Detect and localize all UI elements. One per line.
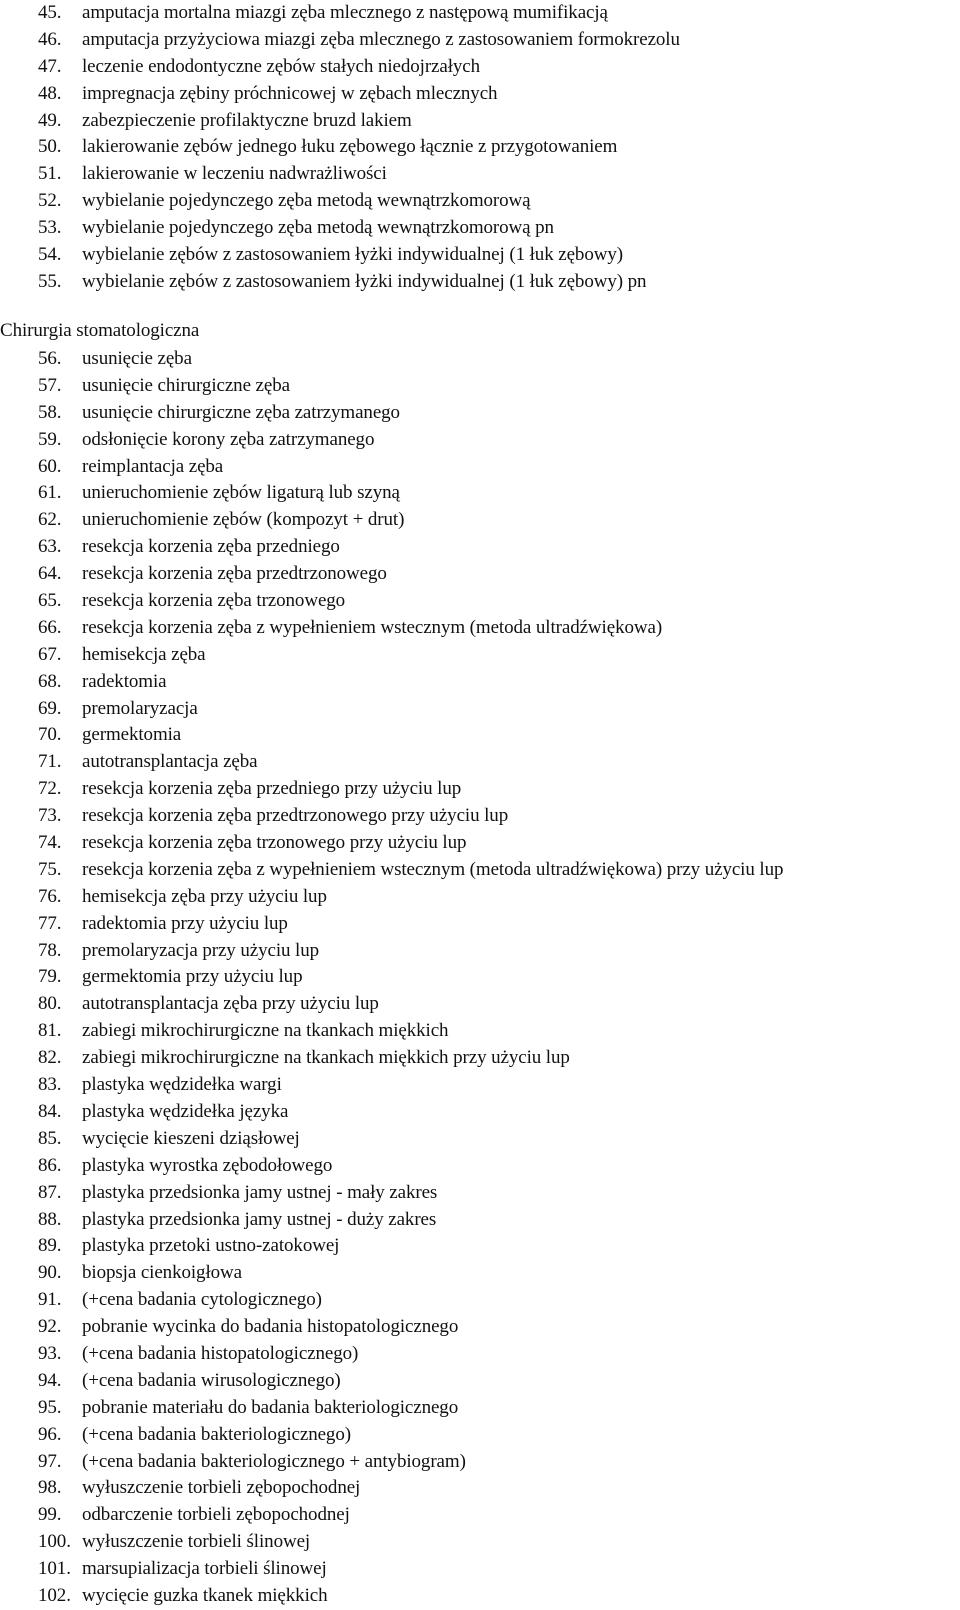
item-text: plastyka przetoki ustno-zatokowej: [82, 1235, 340, 1257]
list-item: [0, 161, 680, 188]
item-number: 60.: [38, 455, 62, 477]
item-text: pobranie wycinka do badania histopatologicznego: [82, 1316, 459, 1338]
item-number: 64.: [38, 563, 62, 585]
item-text: plastyka przedsionka jamy ustnej - mały zakres: [82, 1181, 438, 1203]
list-item: [0, 615, 783, 642]
list-item: [0, 884, 783, 911]
list-item: [0, 722, 783, 749]
list-item: [0, 507, 783, 534]
item-number: 94.: [38, 1369, 62, 1391]
item-number: 97.: [38, 1450, 62, 1472]
item-text: resekcja korzenia zęba przedtrzonowego: [82, 563, 387, 585]
item-number: 45.: [38, 2, 62, 23]
item-number: 100.: [38, 1531, 71, 1553]
list-item: [0, 400, 783, 427]
item-text: wycięcie kieszeni dziąsłowej: [82, 1127, 300, 1149]
item-text: usunięcie chirurgiczne zęba zatrzymanego: [82, 401, 400, 423]
list-item: [0, 134, 680, 161]
item-number: 59.: [38, 428, 62, 450]
item-text: resekcja korzenia zęba przedniego przy użyciu lup: [82, 778, 462, 800]
item-number: 61.: [38, 482, 62, 504]
list-item: [0, 1260, 783, 1287]
item-text: resekcja korzenia zęba trzonowego: [82, 590, 346, 612]
item-number: 73.: [38, 805, 62, 827]
item-text: marsupializacja torbieli ślinowej: [82, 1558, 327, 1580]
item-text: wybielanie pojedynczego zęba metodą wewnątrzkomorową pn: [82, 217, 554, 239]
item-number: 56.: [38, 348, 62, 369]
item-text: wybielanie pojedynczego zęba metodą wewnątrzkomorową: [82, 190, 531, 212]
item-text: autotransplantacja zęba przy użyciu lup: [82, 993, 379, 1015]
item-number: 102.: [38, 1584, 71, 1606]
item-number: 87.: [38, 1181, 62, 1203]
item-text: hemisekcja zęba przy użyciu lup: [82, 885, 327, 907]
item-number: 48.: [38, 82, 62, 104]
item-text: radektomia przy użyciu lup: [82, 912, 288, 934]
item-text: wybielanie zębów z zastosowaniem łyżki indywidualnej (1 łuk zębowy): [82, 244, 623, 266]
item-text: plastyka wędzidełka wargi: [82, 1074, 282, 1096]
procedure-list-top: [0, 0, 680, 296]
list-item: [0, 1153, 783, 1180]
list-item: [0, 1395, 783, 1422]
list-item: [0, 1018, 783, 1045]
item-text: plastyka przedsionka jamy ustnej - duży zakres: [82, 1208, 437, 1230]
item-number: 84.: [38, 1100, 62, 1122]
list-item: [0, 108, 680, 135]
item-text: lakierowanie zębów jednego łuku zębowego łącznie z przygotowaniem: [82, 136, 618, 158]
item-number: 75.: [38, 858, 62, 880]
list-item: [0, 1314, 783, 1341]
item-text: (+cena badania cytologicznego): [82, 1289, 322, 1311]
item-text: reimplantacja zęba: [82, 455, 224, 477]
item-text: resekcja korzenia zęba przedtrzonowego przy użyciu lup: [82, 805, 509, 827]
list-item: [0, 81, 680, 108]
item-text: resekcja korzenia zęba z wypełnieniem wstecznym (metoda ultradźwiękowa): [82, 616, 663, 638]
list-item: [0, 346, 783, 373]
item-number: 98.: [38, 1477, 62, 1499]
item-text: odsłonięcie korony zęba zatrzymanego: [82, 428, 375, 450]
item-number: 71.: [38, 751, 62, 773]
list-item: [0, 54, 680, 81]
item-text: autotransplantacja zęba: [82, 751, 258, 773]
list-item: [0, 1233, 783, 1260]
item-number: 91.: [38, 1289, 62, 1311]
item-text: radektomia: [82, 670, 167, 692]
list-item: [0, 642, 783, 669]
item-number: 99.: [38, 1504, 62, 1526]
list-item: [0, 1502, 783, 1529]
section-heading: Chirurgia stomatologiczna: [0, 320, 200, 341]
list-item: [0, 911, 783, 938]
item-number: 63.: [38, 536, 62, 558]
list-item: [0, 1180, 783, 1207]
list-item: [0, 830, 783, 857]
list-item: [0, 776, 783, 803]
list-item: [0, 749, 783, 776]
list-item: [0, 857, 783, 884]
list-item: [0, 1045, 783, 1072]
item-number: 62.: [38, 509, 62, 531]
item-text: zabiegi mikrochirurgiczne na tkankach miękkich przy użyciu lup: [82, 1047, 570, 1069]
item-number: 66.: [38, 616, 62, 638]
list-item: [0, 0, 680, 27]
item-text: odbarczenie torbieli zębopochodnej: [82, 1504, 350, 1526]
item-text: germektomia: [82, 724, 182, 746]
item-number: 58.: [38, 401, 62, 423]
item-number: 50.: [38, 136, 62, 158]
item-text: resekcja korzenia zęba z wypełnieniem wstecznym (metoda ultradźwiękowa) przy użyciu lup: [82, 858, 784, 880]
item-number: 95.: [38, 1396, 62, 1418]
item-text: hemisekcja zęba: [82, 643, 206, 665]
list-item: [0, 534, 783, 561]
list-item: [0, 1529, 783, 1556]
item-text: plastyka wyrostka zębodołowego: [82, 1154, 333, 1176]
item-number: 92.: [38, 1316, 62, 1338]
list-item: [0, 964, 783, 991]
item-text: leczenie endodontyczne zębów stałych niedojrzałych: [82, 55, 481, 77]
list-item: [0, 1368, 783, 1395]
item-text: premolaryzacja przy użyciu lup: [82, 939, 320, 961]
list-item: [0, 1126, 783, 1153]
item-number: 52.: [38, 190, 62, 212]
item-number: 68.: [38, 670, 62, 692]
item-text: resekcja korzenia zęba trzonowego przy użyciu lup: [82, 832, 467, 854]
list-item: [0, 454, 783, 481]
item-text: wycięcie guzka tkanek miękkich: [82, 1584, 328, 1606]
procedure-list-surgery: [0, 346, 783, 1610]
item-number: 67.: [38, 643, 62, 665]
item-text: unieruchomienie zębów ligaturą lub szyną: [82, 482, 400, 504]
item-number: 85.: [38, 1127, 62, 1149]
list-item: [0, 1449, 783, 1476]
item-number: 74.: [38, 832, 62, 854]
list-item: [0, 803, 783, 830]
list-item: [0, 1287, 783, 1314]
item-text: wyłuszczenie torbieli zębopochodnej: [82, 1477, 361, 1499]
item-number: 101.: [38, 1558, 71, 1580]
item-number: 81.: [38, 1020, 62, 1042]
item-number: 89.: [38, 1235, 62, 1257]
item-text: impregnacja zębiny próchnicowej w zębach mlecznych: [82, 82, 498, 104]
item-text: (+cena badania wirusologicznego): [82, 1369, 341, 1391]
list-item: [0, 669, 783, 696]
list-item: [0, 1341, 783, 1368]
item-number: 47.: [38, 55, 62, 77]
item-text: resekcja korzenia zęba przedniego: [82, 536, 340, 558]
item-number: 80.: [38, 993, 62, 1015]
list-item: [0, 561, 783, 588]
list-item: [0, 1072, 783, 1099]
item-text: (+cena badania bakteriologicznego + antybiogram): [82, 1450, 466, 1472]
list-item: [0, 427, 783, 454]
item-number: 79.: [38, 966, 62, 988]
item-number: 55.: [38, 270, 62, 292]
item-number: 53.: [38, 217, 62, 239]
list-item: [0, 373, 783, 400]
item-text: zabezpieczenie profilaktyczne bruzd lakiem: [82, 109, 412, 131]
item-text: (+cena badania histopatologicznego): [82, 1342, 359, 1364]
item-text: germektomia przy użyciu lup: [82, 966, 303, 988]
item-text: amputacja przyżyciowa miazgi zęba mlecznego z zastosowaniem formokrezolu: [82, 28, 680, 50]
list-item: [0, 215, 680, 242]
item-number: 46.: [38, 28, 62, 50]
item-number: 96.: [38, 1423, 62, 1445]
item-text: lakierowanie w leczeniu nadwrażliwości: [82, 163, 387, 185]
list-item: [0, 938, 783, 965]
item-text: zabiegi mikrochirurgiczne na tkankach miękkich: [82, 1020, 449, 1042]
item-number: 82.: [38, 1047, 62, 1069]
list-item: [0, 1556, 783, 1583]
item-number: 49.: [38, 109, 62, 131]
item-number: 69.: [38, 697, 62, 719]
item-text: biopsja cienkoigłowa: [82, 1262, 242, 1284]
item-text: usunięcie chirurgiczne zęba: [82, 374, 290, 396]
list-item: [0, 27, 680, 54]
item-number: 54.: [38, 244, 62, 266]
item-number: 90.: [38, 1262, 62, 1284]
item-number: 57.: [38, 374, 62, 396]
item-number: 77.: [38, 912, 62, 934]
list-item: [0, 1099, 783, 1126]
item-number: 88.: [38, 1208, 62, 1230]
item-number: 86.: [38, 1154, 62, 1176]
item-text: (+cena badania bakteriologicznego): [82, 1423, 351, 1445]
list-item: [0, 269, 680, 296]
list-item: [0, 1583, 783, 1610]
list-item: [0, 696, 783, 723]
item-number: 83.: [38, 1074, 62, 1096]
list-item: [0, 188, 680, 215]
list-item: [0, 1422, 783, 1449]
item-text: unieruchomienie zębów (kompozyt + drut): [82, 509, 405, 531]
list-item: [0, 588, 783, 615]
item-text: premolaryzacja: [82, 697, 198, 719]
item-text: usunięcie zęba: [82, 348, 192, 369]
item-text: amputacja mortalna miazgi zęba mlecznego z następową mumifikacją: [82, 2, 608, 23]
item-number: 93.: [38, 1342, 62, 1364]
item-text: wyłuszczenie torbieli ślinowej: [82, 1531, 311, 1553]
item-number: 72.: [38, 778, 62, 800]
item-text: plastyka wędzidełka języka: [82, 1100, 289, 1122]
item-number: 70.: [38, 724, 62, 746]
item-number: 65.: [38, 590, 62, 612]
list-item: [0, 242, 680, 269]
list-item: [0, 1475, 783, 1502]
item-text: pobranie materiału do badania bakteriologicznego: [82, 1396, 459, 1418]
item-number: 51.: [38, 163, 62, 185]
item-text: wybielanie zębów z zastosowaniem łyżki indywidualnej (1 łuk zębowy) pn: [82, 270, 647, 292]
item-number: 78.: [38, 939, 62, 961]
list-item: [0, 480, 783, 507]
list-item: [0, 1207, 783, 1234]
item-number: 76.: [38, 885, 62, 907]
list-item: [0, 991, 783, 1018]
